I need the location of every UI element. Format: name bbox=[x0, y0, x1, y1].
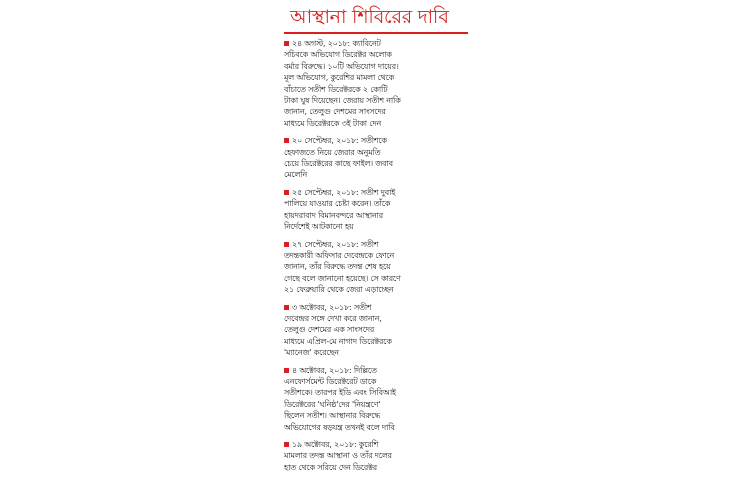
timeline-entry-line bbox=[284, 410, 468, 421]
timeline-text: নির্দেশেই আটকানো হয় bbox=[284, 222, 354, 232]
timeline-entry bbox=[284, 187, 468, 233]
timeline-entry-line bbox=[284, 376, 468, 387]
timeline-entry-line bbox=[284, 221, 468, 232]
timeline-entry-line bbox=[284, 347, 468, 358]
timeline-entry-date-line bbox=[284, 365, 468, 376]
timeline-entry bbox=[284, 365, 468, 433]
timeline-entry-date-line bbox=[284, 239, 468, 250]
timeline-text: দেবেন্দ্রর সঙ্গে দেখা করে জানান, bbox=[284, 313, 382, 323]
red-square-bullet-icon bbox=[284, 305, 289, 310]
timeline-text: মূল অভিযোগ, কুরেশির মামলা থেকে bbox=[284, 73, 395, 83]
timeline-text: ২৫ সেপ্টেম্বর, ২০১৮: সতীশ দুবাই bbox=[292, 187, 396, 197]
timeline-entry-line bbox=[284, 261, 468, 272]
timeline-text: ১৯ অক্টোবর, ২০১৮: কুরেশি bbox=[292, 440, 379, 449]
timeline-text: ২০ সেপ্টেম্বর, ২০১৮: সতীশকে bbox=[292, 136, 387, 146]
timeline-entry-line bbox=[284, 273, 468, 284]
timeline-text: পালিয়ে যাওয়ার চেষ্টা করেন। তাঁকে bbox=[284, 199, 391, 209]
timeline-entry-line bbox=[284, 84, 468, 95]
timeline-text: সচিবকে অভিযোগ ডিরেক্টর অলোক bbox=[284, 50, 392, 60]
article-column bbox=[284, 0, 468, 479]
timeline-entry-line bbox=[284, 313, 468, 324]
red-square-bullet-icon bbox=[284, 368, 289, 373]
timeline-entry-date-line bbox=[284, 187, 468, 198]
timeline-text: অভিযোগের ষড়যন্ত্র তখনই বলে দাবি bbox=[284, 422, 395, 432]
timeline-text: ২৪ অগস্ট, ২০১৮: ক্যাবিনেট bbox=[292, 39, 381, 48]
red-square-bullet-icon bbox=[284, 242, 289, 247]
timeline-text: মাধ্যমে ডিরেক্টরকে ৩ই টাকা দেন bbox=[284, 118, 382, 128]
red-square-bullet-icon bbox=[284, 41, 289, 46]
timeline-entry bbox=[284, 38, 468, 129]
timeline-entry-line bbox=[284, 106, 468, 117]
timeline-entry-line bbox=[284, 210, 468, 221]
timeline-entry-line bbox=[284, 169, 468, 180]
timeline-entry-line bbox=[284, 324, 468, 335]
timeline-entry-line bbox=[284, 462, 468, 473]
timeline-entry-line bbox=[284, 250, 468, 261]
timeline-entry-date-line bbox=[284, 135, 468, 146]
timeline-entry-date-line bbox=[284, 38, 468, 49]
timeline-text: তেলুগু দেশমের এক সাংসদের bbox=[284, 325, 375, 335]
timeline-entry bbox=[284, 302, 468, 359]
timeline-entry bbox=[284, 135, 468, 181]
timeline-text: মামলার তদন্ত আস্থানা ও তাঁর দলের bbox=[284, 451, 392, 461]
timeline-text: মাধ্যমে এপ্রিল-মে নাগাদ ডিরেক্টরকে bbox=[284, 336, 392, 346]
timeline-text: এনফোর্সমেন্ট ডিরেক্টরেট ডাকে bbox=[284, 376, 377, 386]
timeline-entry-date-line bbox=[284, 302, 468, 313]
timeline-entry-line bbox=[284, 147, 468, 158]
red-square-bullet-icon bbox=[284, 138, 289, 143]
timeline-text: ডিরেক্টরের 'ঘনিষ্ঠ'দের 'নিয়ন্ত্রণে' bbox=[284, 399, 381, 409]
timeline-text: ২৭ সেপ্টেম্বর, ২০১৮: সতীশ bbox=[292, 239, 379, 249]
red-square-bullet-icon bbox=[284, 442, 289, 447]
timeline-text: বাঁচাতে সতীশ ডিরেক্টরকে ২ কোটি bbox=[284, 84, 388, 94]
timeline-text: মেলেনি bbox=[284, 170, 308, 180]
timeline-entry-line bbox=[284, 399, 468, 410]
timeline-entry bbox=[284, 439, 468, 473]
timeline-entry-line bbox=[284, 61, 468, 72]
timeline-entry-line bbox=[284, 95, 468, 106]
timeline-text: ২১ ফেব্রুয়ারি থেকে জেরা এড়াচ্ছেন bbox=[284, 285, 394, 295]
timeline-entry bbox=[284, 239, 468, 296]
timeline-text: জানান, তেলুগু দেশমের সাংসদের bbox=[284, 107, 386, 117]
timeline-entry-line bbox=[284, 118, 468, 129]
timeline-text: গেছে বলে জানানো হয়েছে। সে কারণে bbox=[284, 273, 401, 283]
timeline-text: জানান, তাঁর বিরুদ্ধে তদন্ত শেষ হয়ে bbox=[284, 262, 391, 272]
timeline-text: ৩ অক্টোবর, ২০১৮: সতীশ bbox=[292, 302, 372, 312]
timeline-text: চেয়ে ডিরেক্টরের কাছে ফাইল। জবাব bbox=[284, 159, 393, 169]
timeline-text: হায়দরাবাদ বিমানবন্দরে আস্থানার bbox=[284, 210, 384, 220]
timeline-text: ছিলেন সতীশ। আস্থানার বিরুদ্ধে bbox=[284, 411, 381, 421]
timeline-entry-line bbox=[284, 450, 468, 461]
timeline-entry-line bbox=[284, 72, 468, 83]
timeline-entry-line bbox=[284, 158, 468, 169]
timeline-entry-date-line bbox=[284, 439, 468, 450]
timeline-text: 'ম্যানেজ' করেছেন bbox=[284, 348, 339, 358]
timeline-text: টাকা ঘুষ দিয়েছেন। জেরায় সতীশ নাকি bbox=[284, 96, 401, 106]
timeline-entry-line bbox=[284, 336, 468, 347]
timeline-text: বর্মার বিরুদ্ধে। ১০টি অভিযোগ দায়ের। bbox=[284, 61, 399, 71]
timeline-text: তদন্তকারী অফিসার দেবেন্দ্রকে ফোনে bbox=[284, 250, 395, 260]
timeline-entry-line bbox=[284, 284, 468, 295]
timeline-text: সতীশকে। তারপর ইডি এবং সিবিআই bbox=[284, 388, 396, 398]
timeline-entry-line bbox=[284, 198, 468, 209]
headline-rule bbox=[284, 32, 468, 34]
timeline-text: হাত থেকে সরিয়ে দেন ডিরেক্টর bbox=[284, 462, 377, 472]
timeline-entry-line bbox=[284, 49, 468, 60]
timeline-entry-line bbox=[284, 387, 468, 398]
headline: আস্থানা শিবিরের দাবি bbox=[290, 6, 449, 28]
red-square-bullet-icon bbox=[284, 190, 289, 195]
timeline-text: ৪ অক্টোবর, ২০১৮: দিল্লিতে bbox=[292, 365, 377, 375]
timeline-list bbox=[284, 38, 468, 473]
timeline-text: হেফাজতে নিয়ে জেরার অনুমতি bbox=[284, 147, 381, 157]
timeline-entry-line bbox=[284, 422, 468, 433]
